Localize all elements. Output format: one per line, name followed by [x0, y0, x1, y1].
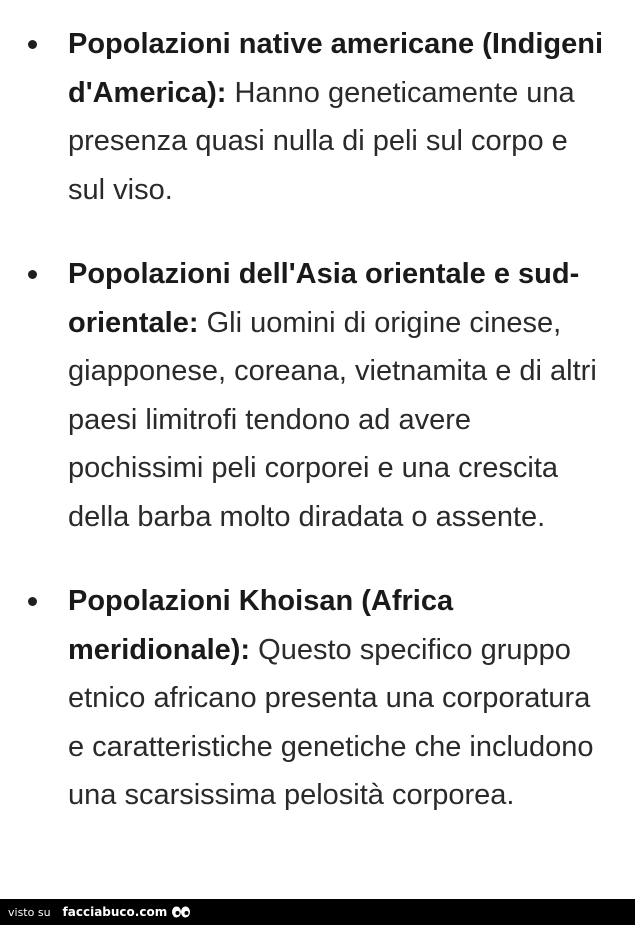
item-text: Hanno geneticamente una presenza quasi nulla di peli sul corpo e sul viso.	[68, 76, 575, 206]
watermark-prefix: visto su	[8, 905, 51, 919]
watermark-site[interactable]: facciabuco.com	[62, 905, 168, 919]
watermark-bar	[0, 899, 635, 925]
list-item	[0, 250, 635, 541]
item-text: Questo specifico gruppo etnico africano presenta una corporatura e caratteristiche genetiche che includono una scarsissima pelosità corporea.	[68, 633, 594, 811]
item-heading: Popolazioni dell'Asia orientale e sud-orientale:	[68, 258, 580, 339]
article-content	[0, 20, 635, 856]
eyes-icon	[171, 905, 191, 919]
bullet-list	[0, 20, 635, 820]
bullet-dot	[28, 40, 37, 49]
list-item	[0, 577, 635, 820]
item-heading: Popolazioni Khoisan (Africa meridionale):	[68, 585, 454, 666]
bullet-dot	[28, 597, 37, 606]
bullet-dot	[28, 270, 37, 279]
list-item	[0, 20, 635, 214]
item-heading: Popolazioni native americane (Indigeni d'America):	[68, 28, 603, 109]
item-text: Gli uomini di origine cinese, giapponese, coreana, vietnamita e di altri paesi limitrofi tendono ad avere pochissimi peli corporei e una crescita della barba molto diradata o assente.	[68, 306, 597, 533]
